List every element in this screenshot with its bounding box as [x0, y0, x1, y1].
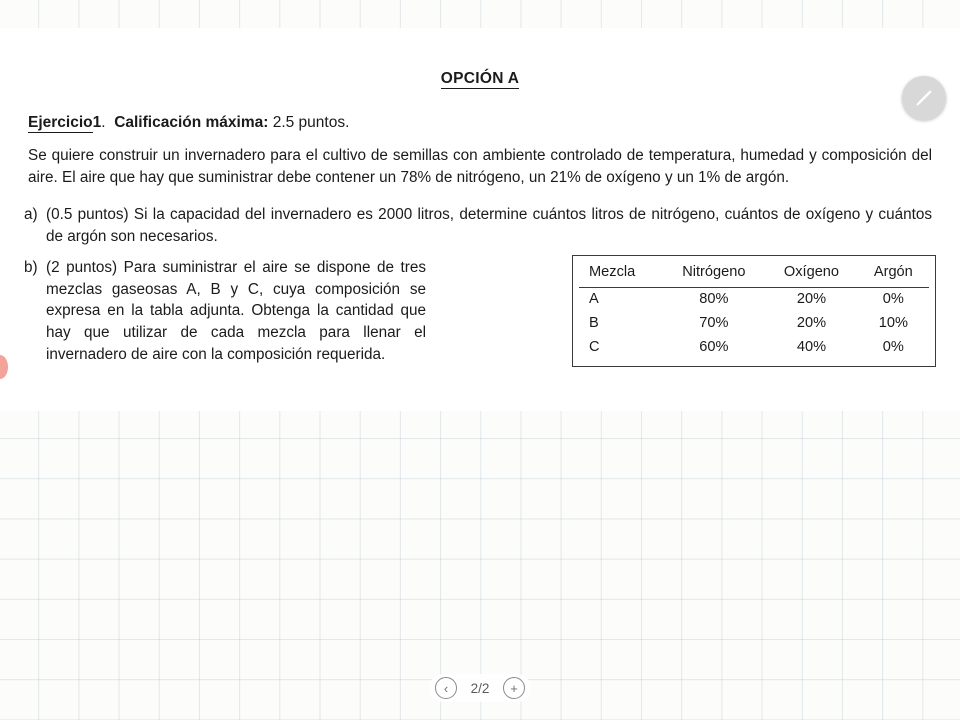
table-header-row: [579, 261, 929, 287]
edit-pencil-button[interactable]: [902, 76, 946, 120]
table-cell: C: [589, 338, 600, 355]
exercise-items: [0, 204, 960, 365]
pencil-icon: [913, 87, 935, 109]
table-row: [579, 287, 929, 311]
table-row: [579, 311, 929, 335]
list-item: [24, 204, 932, 247]
zoom-in-button[interactable]: +: [503, 677, 525, 699]
document-content: [0, 28, 960, 365]
table-cell: 20%: [796, 314, 827, 331]
item-bullet-b: b): [24, 258, 38, 276]
table-cell: 80%: [699, 291, 729, 308]
pager-toolbar: [429, 674, 531, 702]
exercise-label: Ejercicio: [28, 114, 93, 131]
grade-label: Calificación máxima:: [114, 114, 269, 131]
table-cell: B: [589, 314, 599, 331]
table-cell: 60%: [699, 338, 729, 355]
table-cell: 0%: [882, 291, 904, 308]
previous-page-button[interactable]: ‹: [435, 677, 457, 699]
table-header-cell: Nitrógeno: [662, 261, 765, 287]
exercise-number: 1: [92, 114, 102, 131]
table-cell: 0%: [882, 338, 904, 355]
exercise-dot: .: [101, 114, 106, 131]
table-cell: A: [589, 291, 599, 308]
table-header-cell: Mezcla: [579, 261, 662, 287]
table-row: [579, 335, 929, 359]
list-item: [24, 257, 932, 366]
grade-value: 2.5 puntos.: [272, 114, 350, 131]
table-header-cell: Oxígeno: [765, 261, 857, 287]
table-cell: 10%: [878, 314, 908, 331]
section-title-text: OPCIÓN A: [440, 70, 520, 87]
table-cell: 20%: [796, 291, 827, 308]
item-text-a: (0.5 puntos) Si la capacidad del invernadero es 2000 litros, determine cuántos litros de nitrógeno, cuántos de oxígeno y cuántos de argón son necesarios.: [46, 206, 932, 246]
page-indicator: 2/2: [470, 680, 490, 696]
item-text-b: (2 puntos) Para suministrar el aire se dispone de tres mezclas gaseosas A, B y C, cuya composición se expresa en la tabla adjunta. Obtenga la cantidad que hay que utilizar de cada mezcla para llenar el invernadero de aire con la composición requerida.: [46, 258, 426, 363]
exercise-heading: [28, 114, 960, 132]
table-cell: 70%: [699, 314, 729, 331]
statement-paragraph: Se quiere construir un invernadero para el cultivo de semillas con ambiente controlado de temperatura, humedad y composición del aire. El aire que hay que suministrar debe contener un 78% de nitrógeno, un 21% de oxígeno y un 1% de argón.: [28, 147, 932, 186]
table-header-cell: Argón: [858, 261, 929, 287]
table-cell: 40%: [796, 338, 827, 355]
section-title: [0, 70, 960, 88]
mixture-composition-table: [572, 255, 936, 367]
item-bullet-a: a): [24, 206, 38, 224]
